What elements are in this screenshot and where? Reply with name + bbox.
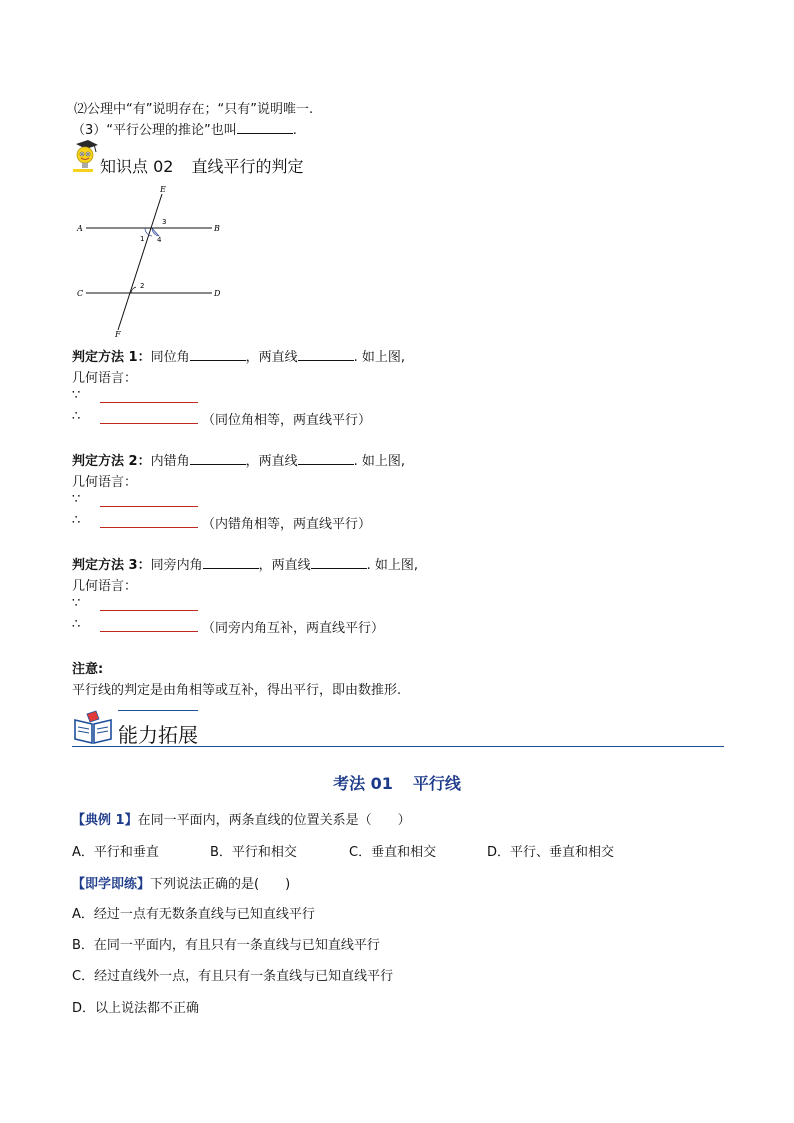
label-angle-2: 2 (140, 282, 145, 290)
example-1-option-c[interactable]: C．垂直和相交 (349, 845, 437, 860)
answer-blank[interactable] (298, 450, 354, 465)
method-3-because: ∵ (72, 596, 81, 611)
method-2-therefore: ∴ (72, 513, 81, 528)
label-angle-3: 3 (162, 218, 167, 226)
example-1-option-a[interactable]: A．平行和垂直 (72, 845, 159, 860)
practice-option-c[interactable]: C．经过直线外一点，有且只有一条直线与已知直线平行 (72, 969, 394, 984)
therefore-answer-line[interactable] (100, 631, 198, 632)
example-1-option-d[interactable]: D．平行、垂直和相交 (487, 845, 615, 860)
section-rule (72, 746, 724, 747)
method-2-lang: 几何语言： (72, 475, 138, 490)
method-1-because: ∵ (72, 388, 81, 403)
because-answer-line[interactable] (100, 610, 198, 611)
answer-blank[interactable] (203, 554, 259, 569)
therefore-answer-line[interactable] (100, 527, 198, 528)
section-title: 能力拓展 (118, 723, 198, 747)
lightbulb-mascot-icon (70, 138, 100, 174)
because-answer-line[interactable] (100, 506, 198, 507)
label-e: E (160, 185, 166, 194)
intro-line-1: ⑵公理中“有”说明存在；“只有”说明唯一. (74, 102, 314, 117)
practice-option-d[interactable]: D．以上说法都不正确 (72, 1001, 200, 1016)
knowledge-point-heading: 知识点 02 直线平行的判定 (100, 157, 304, 176)
example-1-option-b[interactable]: B．平行和相交 (210, 845, 297, 860)
label-d: D (214, 289, 221, 298)
method-3-line: 判定方法 3：同旁内角 ，两直线 . 如上图, (72, 554, 418, 573)
method-1-lang: 几何语言： (72, 371, 138, 386)
method-3-therefore: ∴ (72, 617, 81, 632)
answer-blank[interactable] (190, 450, 246, 465)
label-c: C (77, 289, 84, 298)
answer-blank[interactable] (190, 346, 246, 361)
method-1-reason: （同位角相等，两直线平行） (202, 413, 372, 428)
open-book-icon (72, 710, 114, 746)
intro-line-2: （3）“平行公理的推论”也叫 . (72, 119, 297, 138)
method-1-line: 判定方法 1：同位角 ，两直线 . 如上图, (72, 346, 405, 365)
label-angle-1: 1 (140, 235, 145, 243)
answer-blank[interactable] (237, 119, 293, 134)
practice-option-a[interactable]: A．经过一点有无数条直线与已知直线平行 (72, 907, 315, 922)
note-label: 注意: (72, 662, 104, 677)
answer-blank[interactable] (298, 346, 354, 361)
transversal-ef (118, 194, 162, 330)
method-2-because: ∵ (72, 492, 81, 507)
parallel-lines-figure (72, 184, 232, 340)
because-answer-line[interactable] (100, 402, 198, 403)
kaofa-heading: 考法 01 平行线 (333, 774, 461, 793)
method-2-reason: （内错角相等，两直线平行） (202, 517, 372, 532)
practice-question: 【即学即练】下列说法正确的是( ) (72, 877, 291, 892)
practice-option-b[interactable]: B．在同一平面内，有且只有一条直线与已知直线平行 (72, 938, 380, 953)
therefore-answer-line[interactable] (100, 423, 198, 424)
section-top-rule (118, 710, 198, 711)
note-text: 平行线的判定是由角相等或互补，得出平行，即由数推形. (72, 683, 402, 698)
angle-4-marker (152, 228, 159, 236)
label-a: A (77, 224, 83, 233)
label-b: B (214, 224, 220, 233)
answer-blank[interactable] (311, 554, 367, 569)
method-2-line: 判定方法 2：内错角 ，两直线 . 如上图, (72, 450, 405, 469)
method-1-therefore: ∴ (72, 409, 81, 424)
method-3-lang: 几何语言： (72, 579, 138, 594)
label-f: F (115, 330, 121, 339)
method-3-reason: （同旁内角互补，两直线平行） (202, 621, 385, 636)
example-1-question: 【典例 1】在同一平面内，两条直线的位置关系是（ ） (72, 813, 411, 828)
label-angle-4: 4 (157, 236, 162, 244)
